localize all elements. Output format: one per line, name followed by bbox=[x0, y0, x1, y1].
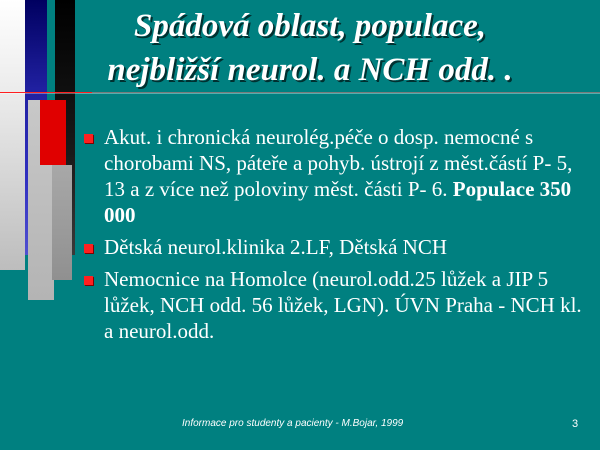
slide-title bbox=[40, 4, 580, 92]
bullet-list bbox=[84, 124, 584, 350]
bullet-bold-text: Populace 350 000 bbox=[104, 177, 572, 227]
decorative-bar-white bbox=[0, 0, 25, 270]
page-number: 3 bbox=[572, 418, 579, 430]
bullet-square-icon bbox=[84, 244, 93, 253]
bullet-text: Nemocnice na Homolce (neurol.odd.25 lůžek a JIP 5 lůžek, NCH odd. 56 lůžek, LGN). ÚVN Praha - NCH kl. a neurol.odd. bbox=[104, 267, 582, 343]
bullet-item bbox=[84, 266, 584, 344]
slide-title-line-1: Spádová oblast, populace, bbox=[134, 8, 486, 44]
bullet-text: Dětská neurol.klinika 2.LF, Dětská NCH bbox=[104, 235, 448, 259]
decorative-bar-gray-lower bbox=[52, 165, 72, 280]
title-rule-highlight bbox=[0, 93, 600, 94]
bullet-item bbox=[84, 234, 584, 260]
bullet-text: Akut. i chronická neurolég.péče o dosp. nemocné s chorobami NS, páteře a pohyb. ústrojí z měst.částí P- 5, 13 a z více než poloviny měst. části P- 6. bbox=[104, 125, 573, 201]
bullet-square-icon bbox=[84, 276, 93, 285]
bullet-item bbox=[84, 124, 584, 228]
slide-footer: Informace pro studenty a pacienty - M.Bojar, 1999 bbox=[182, 418, 404, 429]
bullet-square-icon bbox=[84, 134, 93, 143]
slide-title-line-2: nejbližší neurol. a NCH odd. . bbox=[107, 52, 513, 88]
decorative-bar-red bbox=[40, 100, 66, 165]
